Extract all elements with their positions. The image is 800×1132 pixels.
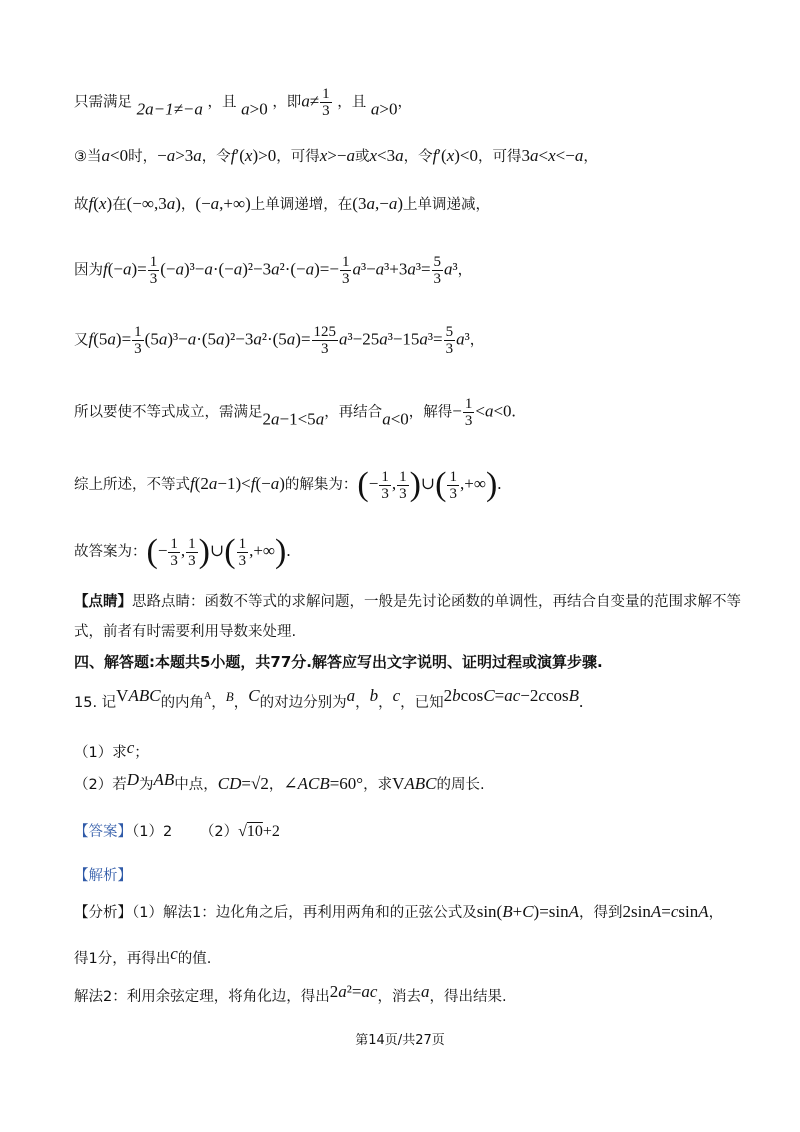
analysis-line-3: 解法2：利用余弦定理，将角化边，得出2a²=ac，消去a，得出结果. bbox=[74, 982, 507, 1005]
section-heading: 四、解答题:本题共5小题，共77分.解答应写出文字说明、证明过程或演算步骤. bbox=[74, 653, 603, 671]
page-footer: 第14页/共27页 bbox=[355, 1033, 445, 1048]
line-10: 式，前者有时需要利用导数来处理. bbox=[74, 624, 297, 640]
line-7: 综上所述，不等式f(2a−1)<f(−a)的解集为：(− $\frac{1}{3}$ , $\frac{1}{3}$ )∪( $\frac{1}{3}$ ,+∞). bbox=[74, 466, 502, 503]
line-8: 故答案为：(− $\frac{1}{3}$ , $\frac{1}{3}$ )∪( $\frac{1}{3}$ ,+∞). bbox=[74, 533, 291, 570]
line-6: 所以要使不等式成立，需满足2a−1<5a，再结合a<0，解得− $\frac{1}{3}$ <a<0. bbox=[74, 396, 516, 429]
problem-15-part-2: （2）若D为AB中点，CD=√2，∠ACB=60°，求VABC的周长. bbox=[74, 770, 485, 793]
analysis-heading: 【解析】 bbox=[74, 868, 132, 884]
analysis-line-2: 得1分，再得出c的值. bbox=[74, 944, 212, 967]
answer-line: 【答案】（1）2 （2）√10+2 bbox=[74, 823, 280, 840]
line-5: 又f(5a)= $\frac{1}{3}$ (5a)³−a·(5a)²−3a²·(5a)= $\frac{125}{3}$ a³−25a³−15a³= $\frac{5}{3}$ a³， bbox=[74, 324, 485, 357]
problem-15: 15. 记VABC的内角$^A$，B，C的对边分别为a，b，c，已知2bcosC=ac−2ccosB. bbox=[74, 686, 584, 711]
analysis-line-1: 【分析】（1）解法1：边化角之后，再利用两角和的正弦公式及sin(B+C)=sinA，得到2sinA=csinA， bbox=[74, 902, 724, 921]
line-3: 故f(x)在(−∞,3a)，(−a,+∞)上单调递增，在(3a,−a)上单调递减， bbox=[74, 194, 490, 213]
line-1: 只需满足 2a−1≠−a ，且 a>0 ，即a≠ $\frac{1}{3}$ ，且 a>0， bbox=[74, 86, 412, 119]
problem-15-part-1: （1）求c； bbox=[74, 738, 149, 761]
line-9: 【点睛】思路点睛：函数不等式的求解问题，一般是先讨论函数的单调性，再结合自变量的范围求解不等 bbox=[74, 594, 741, 610]
line-4: 因为f(−a)= $\frac{1}{3}$ (−a)³−a·(−a)²−3a²·(−a)=− $\frac{1}{3}$ a³−a³+3a³= $\frac{5}{3}$ a³， bbox=[74, 254, 473, 287]
line-2: ③当a<0时，−a>3a，令f′(x)>0，可得x>−a或x<3a，令f′(x)<0，可得3a<x<−a， bbox=[74, 146, 598, 165]
